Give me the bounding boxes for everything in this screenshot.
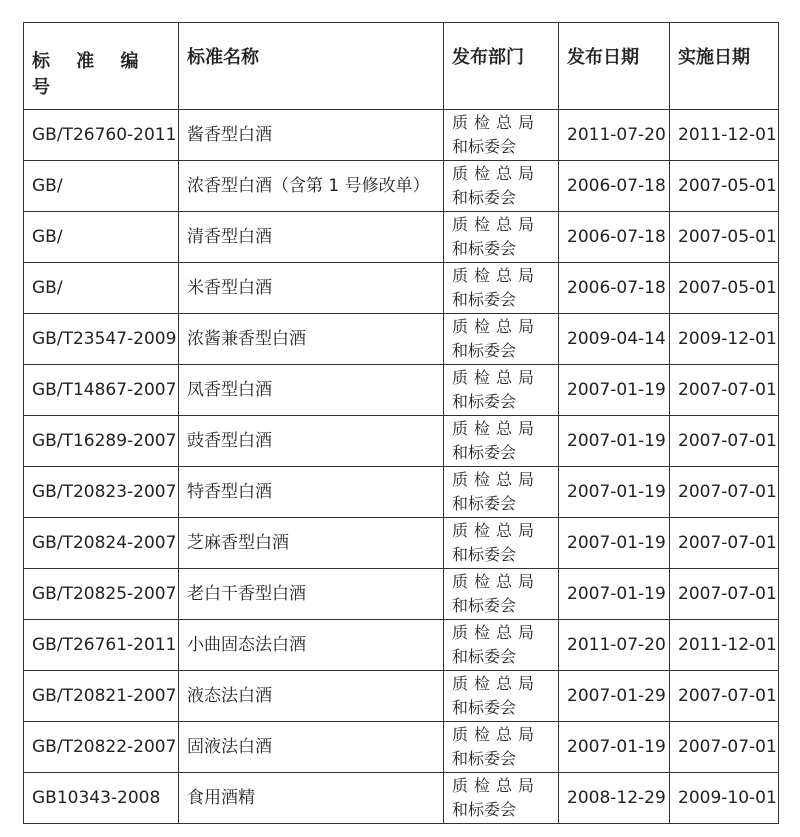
table-row — [24, 416, 779, 467]
cell-effective: 2011-12-01 — [670, 620, 779, 671]
header-code: 标 准 编 号 — [24, 23, 179, 110]
cell-name: 酱香型白酒 — [179, 110, 444, 161]
table-row — [24, 110, 779, 161]
cell-name: 固液法白酒 — [179, 722, 444, 773]
dept-line1: 质检总局 — [452, 674, 541, 693]
dept-line2: 和标委会 — [452, 698, 517, 717]
dept-line1: 质检总局 — [452, 419, 541, 438]
cell-code: GB/T20823-2007 — [24, 467, 179, 518]
table-row — [24, 263, 779, 314]
dept-line1: 质检总局 — [452, 266, 541, 285]
cell-issued: 2007-01-19 — [559, 467, 670, 518]
table-row — [24, 314, 779, 365]
cell-effective: 2007-07-01 — [670, 569, 779, 620]
table-row — [24, 161, 779, 212]
cell-issued: 2007-01-19 — [559, 518, 670, 569]
dept-line2: 和标委会 — [452, 137, 517, 156]
cell-name: 豉香型白酒 — [179, 416, 444, 467]
cell-dept — [444, 722, 559, 773]
cell-dept — [444, 212, 559, 263]
dept-line2: 和标委会 — [452, 494, 517, 513]
table-row — [24, 467, 779, 518]
cell-name: 液态法白酒 — [179, 671, 444, 722]
cell-effective: 2007-07-01 — [670, 722, 779, 773]
dept-line1: 质检总局 — [452, 113, 541, 132]
dept-line1: 质检总局 — [452, 470, 541, 489]
dept-line1: 质检总局 — [452, 572, 541, 591]
cell-issued: 2007-01-19 — [559, 416, 670, 467]
cell-issued: 2007-01-19 — [559, 722, 670, 773]
cell-issued: 2011-07-20 — [559, 620, 670, 671]
cell-code: GB/T23547-2009 — [24, 314, 179, 365]
header-issued: 发布日期 — [559, 23, 670, 110]
table-row — [24, 365, 779, 416]
cell-dept — [444, 263, 559, 314]
dept-line2: 和标委会 — [452, 596, 517, 615]
dept-line1: 质检总局 — [452, 164, 541, 183]
dept-line2: 和标委会 — [452, 545, 517, 564]
dept-line1: 质检总局 — [452, 215, 541, 234]
cell-issued: 2007-01-19 — [559, 365, 670, 416]
cell-code: GB/ — [24, 212, 179, 263]
dept-line2: 和标委会 — [452, 239, 517, 258]
cell-code: GB/T20821-2007 — [24, 671, 179, 722]
cell-issued: 2008-12-29 — [559, 773, 670, 824]
cell-dept — [444, 416, 559, 467]
cell-issued: 2006-07-18 — [559, 212, 670, 263]
cell-effective: 2007-07-01 — [670, 416, 779, 467]
header-name: 标准名称 — [179, 23, 444, 110]
cell-issued: 2006-07-18 — [559, 263, 670, 314]
cell-issued: 2007-01-29 — [559, 671, 670, 722]
dept-line2: 和标委会 — [452, 188, 517, 207]
cell-code: GB/T16289-2007 — [24, 416, 179, 467]
cell-name: 浓香型白酒（含第 1 号修改单） — [179, 161, 444, 212]
cell-code: GB/T26760-2011 — [24, 110, 179, 161]
dept-line2: 和标委会 — [452, 341, 517, 360]
dept-line2: 和标委会 — [452, 647, 517, 666]
cell-dept — [444, 773, 559, 824]
cell-dept — [444, 161, 559, 212]
cell-dept — [444, 365, 559, 416]
cell-name: 芝麻香型白酒 — [179, 518, 444, 569]
cell-dept — [444, 620, 559, 671]
cell-dept — [444, 314, 559, 365]
header-dept: 发布部门 — [444, 23, 559, 110]
table-row — [24, 671, 779, 722]
cell-effective: 2007-07-01 — [670, 365, 779, 416]
dept-line2: 和标委会 — [452, 443, 517, 462]
cell-dept — [444, 518, 559, 569]
cell-effective: 2007-07-01 — [670, 467, 779, 518]
cell-code: GB/ — [24, 263, 179, 314]
cell-code: GB/ — [24, 161, 179, 212]
dept-line2: 和标委会 — [452, 290, 517, 309]
dept-line1: 质检总局 — [452, 317, 541, 336]
cell-effective: 2007-07-01 — [670, 671, 779, 722]
cell-code: GB/T26761-2011 — [24, 620, 179, 671]
cell-name: 浓酱兼香型白酒 — [179, 314, 444, 365]
cell-name: 凤香型白酒 — [179, 365, 444, 416]
dept-line1: 质检总局 — [452, 725, 541, 744]
cell-issued: 2009-04-14 — [559, 314, 670, 365]
dept-line1: 质检总局 — [452, 521, 541, 540]
dept-line2: 和标委会 — [452, 800, 517, 819]
dept-line1: 质检总局 — [452, 368, 541, 387]
cell-dept — [444, 110, 559, 161]
cell-dept — [444, 671, 559, 722]
cell-name: 米香型白酒 — [179, 263, 444, 314]
table-row — [24, 569, 779, 620]
cell-effective: 2011-12-01 — [670, 110, 779, 161]
cell-effective: 2009-10-01 — [670, 773, 779, 824]
dept-line2: 和标委会 — [452, 392, 517, 411]
cell-code: GB10343-2008 — [24, 773, 179, 824]
table-row — [24, 518, 779, 569]
header-row — [24, 23, 779, 110]
table-row — [24, 722, 779, 773]
cell-name: 特香型白酒 — [179, 467, 444, 518]
cell-code: GB/T14867-2007 — [24, 365, 179, 416]
table-row — [24, 620, 779, 671]
cell-dept — [444, 569, 559, 620]
cell-effective: 2009-12-01 — [670, 314, 779, 365]
standards-table — [23, 22, 779, 824]
cell-effective: 2007-05-01 — [670, 212, 779, 263]
cell-name: 食用酒精 — [179, 773, 444, 824]
table-row — [24, 212, 779, 263]
cell-name: 小曲固态法白酒 — [179, 620, 444, 671]
cell-effective: 2007-07-01 — [670, 518, 779, 569]
cell-name: 清香型白酒 — [179, 212, 444, 263]
cell-issued: 2007-01-19 — [559, 569, 670, 620]
cell-code: GB/T20824-2007 — [24, 518, 179, 569]
header-effective: 实施日期 — [670, 23, 779, 110]
table-row — [24, 773, 779, 824]
cell-code: GB/T20825-2007 — [24, 569, 179, 620]
cell-issued: 2011-07-20 — [559, 110, 670, 161]
cell-effective: 2007-05-01 — [670, 161, 779, 212]
dept-line2: 和标委会 — [452, 749, 517, 768]
cell-dept — [444, 467, 559, 518]
cell-effective: 2007-05-01 — [670, 263, 779, 314]
dept-line1: 质检总局 — [452, 776, 541, 795]
cell-code: GB/T20822-2007 — [24, 722, 179, 773]
cell-issued: 2006-07-18 — [559, 161, 670, 212]
cell-name: 老白干香型白酒 — [179, 569, 444, 620]
dept-line1: 质检总局 — [452, 623, 541, 642]
